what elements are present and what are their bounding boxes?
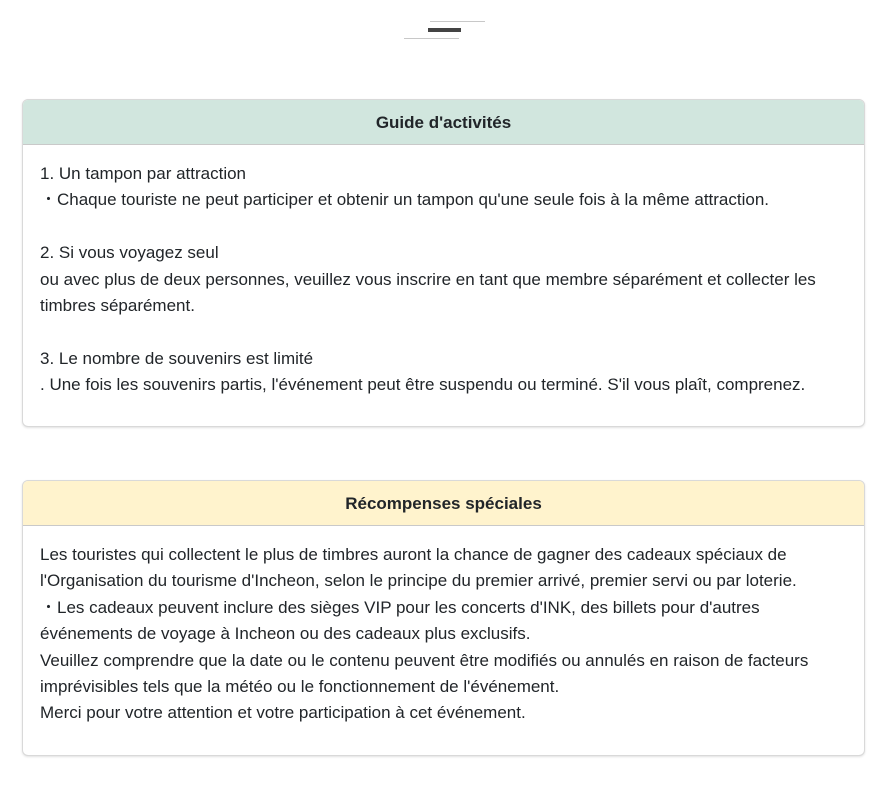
activity-guide-card [22,99,865,427]
rewards-paragraph-intro: Les touristes qui collectent le plus de timbres auront la chance de gagner des cadeaux spéciaux de l'Organisation du tourisme d'Incheon, selon le principe du premier arrivé, premier servi ou par loterie. [40,545,797,591]
divider-line-top [430,21,485,22]
guide-item-2-heading: 2. Si vous voyagez seul [40,243,219,263]
rewards-paragraph-gifts: ・Les cadeaux peuvent inclure des sièges VIP pour les concerts d'INK, des billets pour d'autres événements de voyage à Incheon ou des cadeaux plus exclusifs. [40,597,760,644]
guide-item-1-detail: ・Chaque touriste ne peut participer et obtenir un tampon qu'une seule fois à la même attraction. [40,190,770,210]
guide-item-3-heading: 3. Le nombre de souvenirs est limité [40,348,314,368]
special-rewards-title: Récompenses spéciales [23,481,864,526]
activity-guide-title: Guide d'activités [23,100,864,145]
spacer [40,214,847,240]
activity-guide-body [23,145,864,399]
guide-item-1-heading: 1. Un tampon par attraction [40,164,247,183]
special-rewards-card [22,480,865,756]
guide-item-2-detail: ou avec plus de deux personnes, veuillez vous inscrire en tant que membre séparément et collecter les timbres séparément. [40,269,816,316]
divider-bar [428,28,461,32]
special-rewards-body [23,526,864,727]
header-divider-icon [0,0,889,60]
rewards-paragraph-notice: Veuillez comprendre que la date ou le contenu peuvent être modifiés ou annulés en raison de facteurs imprévisibles tels que la météo ou le fonctionnement de l'événement. [40,650,809,697]
divider-line-bottom [404,38,459,39]
spacer [40,319,847,345]
guide-item-3-detail: . Une fois les souvenirs partis, l'événement peut être suspendu ou terminé. S'il vous plaît, comprenez. [40,375,806,395]
rewards-paragraph-thanks: Merci pour votre attention et votre participation à cet événement. [40,703,526,723]
